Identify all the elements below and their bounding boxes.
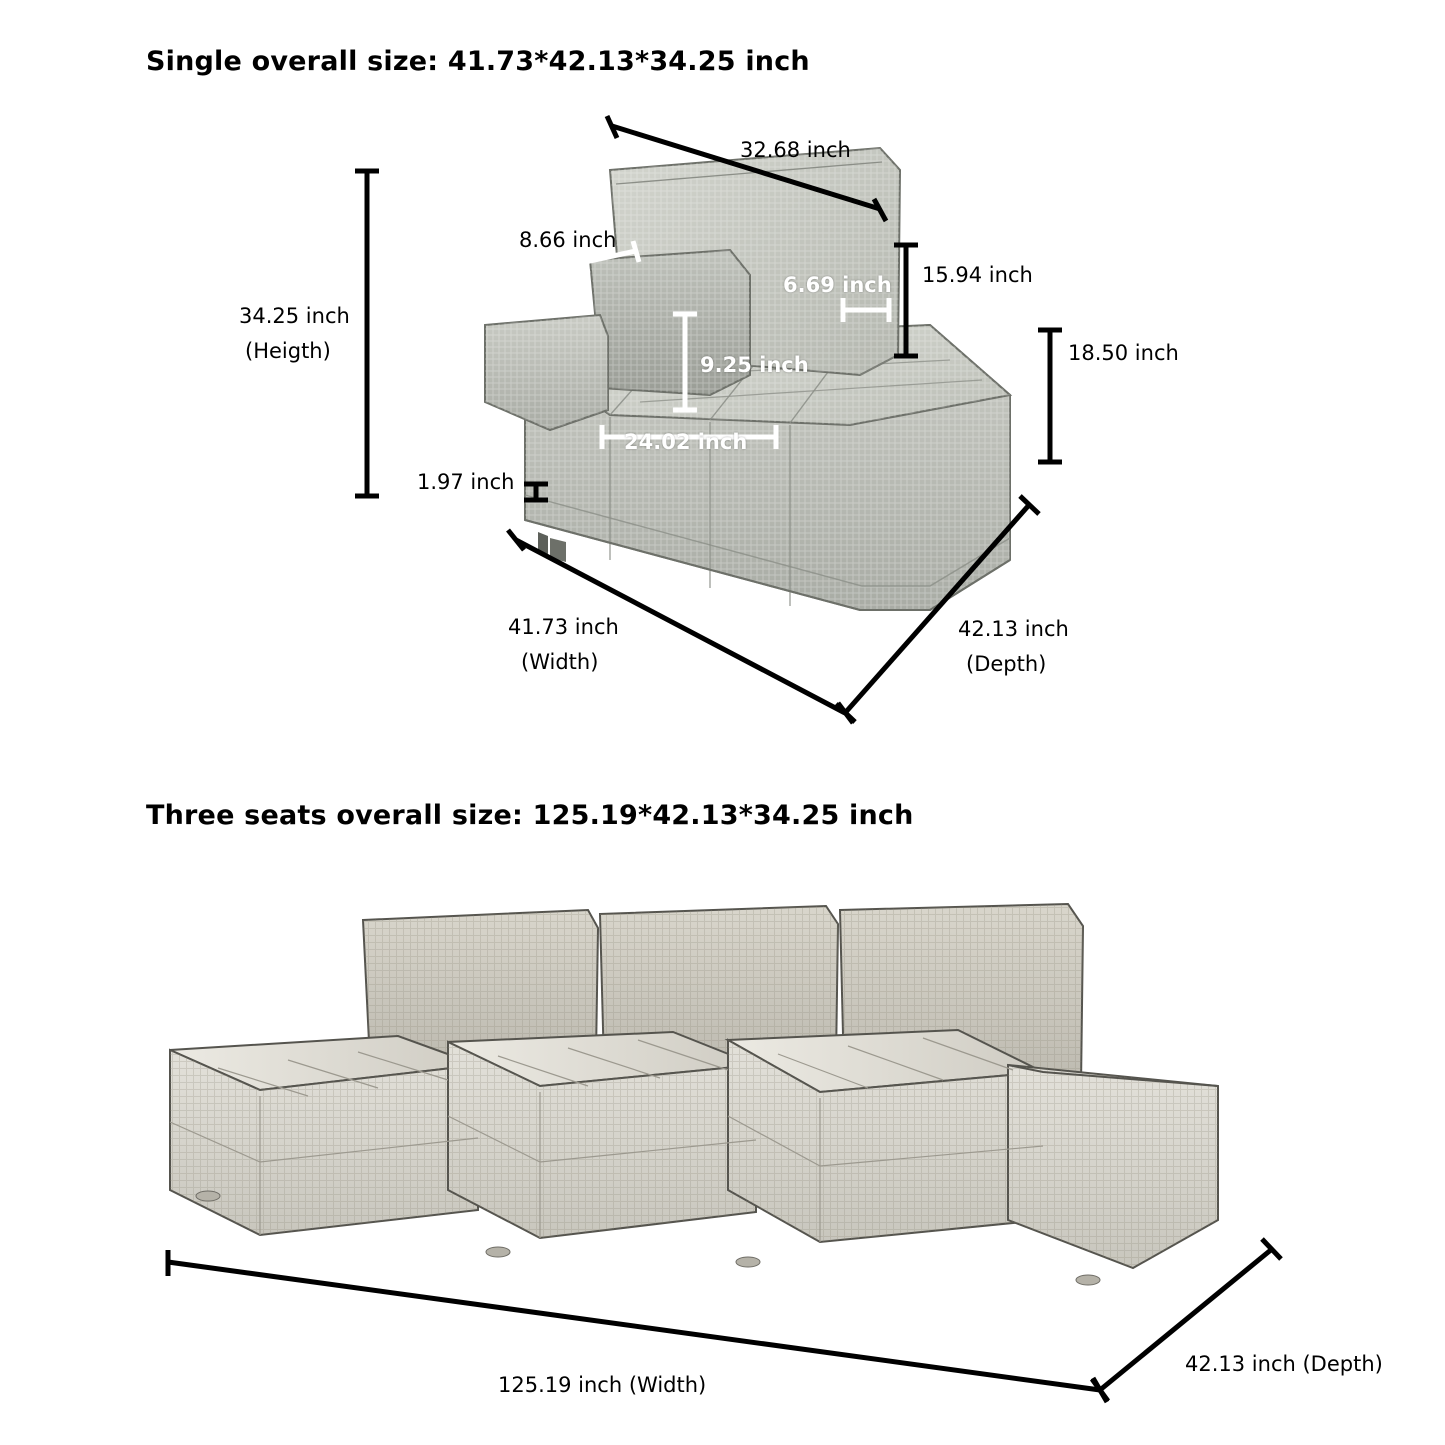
label-overall-height-sub: (Heigth) (245, 339, 331, 363)
label-backrest-width: 32.68 inch (740, 138, 851, 162)
label-backrest-height: 15.94 inch (922, 263, 1033, 287)
label-seat-height: 18.50 inch (1068, 341, 1179, 365)
three-seats-section-title: Three seats overall size: 125.19*42.13*34.25 inch (146, 800, 914, 831)
label-single-width-sub: (Width) (521, 650, 599, 674)
single-sofa-illustration (430, 140, 1090, 660)
label-single-depth: 42.13 inch (958, 617, 1069, 641)
label-leg-height: 1.97 inch (417, 470, 515, 494)
label-single-width: 41.73 inch (508, 615, 619, 639)
single-section-title: Single overall size: 41.73*42.13*34.25 inch (146, 46, 810, 77)
label-armrest-width: 8.66 inch (519, 228, 617, 252)
label-seat-width: 24.02 inch (624, 430, 748, 454)
three-seat-sofa-illustration (148, 890, 1258, 1310)
label-single-depth-sub: (Depth) (966, 652, 1047, 676)
label-cushion-thickness: 6.69 inch (783, 273, 892, 297)
label-three-depth: 42.13 inch (Depth) (1185, 1352, 1383, 1376)
label-armrest-height: 9.25 inch (700, 353, 809, 377)
label-overall-height: 34.25 inch (239, 304, 350, 328)
label-three-width: 125.19 inch (Width) (498, 1373, 707, 1397)
